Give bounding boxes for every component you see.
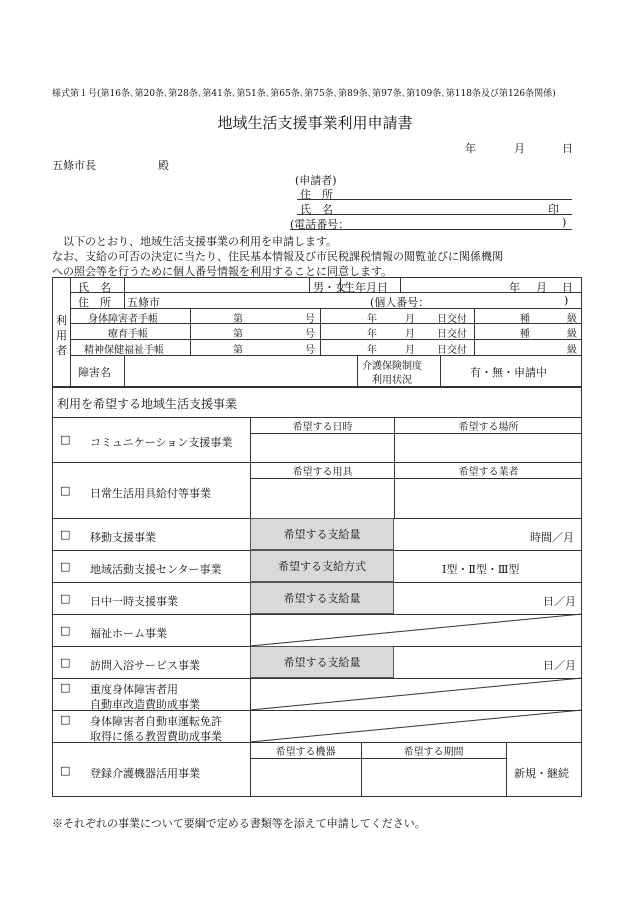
communication-header-place: 希望する場所 xyxy=(458,421,519,433)
personal-number-close: ) xyxy=(564,294,569,307)
cert-1-issued: 日交付 xyxy=(437,314,467,325)
cert-1-month: 月 xyxy=(405,314,415,325)
user-address-value[interactable]: 五條市 xyxy=(127,296,160,309)
service-driving-license-label-1: 身体障害者自動車運転免許 xyxy=(90,715,222,728)
bathing-amount-label: 希望する支給量 xyxy=(250,646,394,678)
cert-2-grade: 級 xyxy=(567,329,577,340)
cert-2-kind: 種 xyxy=(520,329,530,340)
service-driving-license-label-2: 取得に係る教習費助成事業 xyxy=(90,730,222,743)
checkbox-mobility[interactable]: □ xyxy=(60,528,71,541)
date-day: 日 xyxy=(562,142,573,155)
cert-1-go: 号 xyxy=(305,314,315,325)
gender-option[interactable]: 男・女 xyxy=(313,281,346,294)
cert-2-go: 号 xyxy=(305,329,315,340)
cert-3-year: 年 xyxy=(367,345,377,356)
mobility-amount-label: 希望する支給量 xyxy=(250,518,394,550)
mobility-unit: 時間／月 xyxy=(530,531,574,544)
statement-line-2: なお、支給の可否の決定に当たり、住民基本情報及び市民税課税情報の閲覧並びに関係機関 xyxy=(52,250,503,263)
communication-header-datetime: 希望する日時 xyxy=(292,421,353,433)
checkbox-activity-center[interactable]: □ xyxy=(60,560,71,573)
disability-name-label: 障害名 xyxy=(78,366,111,379)
applicant-name-label: 氏 名 xyxy=(300,203,333,216)
insurance-label-1: 介護保険制度 xyxy=(362,361,422,372)
birth-year: 年 xyxy=(509,281,520,294)
activity-center-method-label: 希望する支給方式 xyxy=(250,550,394,582)
service-car-modification-label-2: 自動車改造費助成事業 xyxy=(90,698,200,711)
care-equipment-header-device: 希望する機器 xyxy=(275,746,336,758)
birth-day: 日 xyxy=(562,281,573,294)
birth-month: 月 xyxy=(536,281,547,294)
activity-center-options[interactable]: Ⅰ型・Ⅱ型・Ⅲ型 xyxy=(442,563,520,576)
statement-line-3: への照会等を行うために個人番号情報を利用することに同意します。 xyxy=(52,265,393,278)
checkbox-communication[interactable]: □ xyxy=(60,433,71,446)
cert-2-year: 年 xyxy=(367,329,377,340)
cert-2-name: 療育手帳 xyxy=(108,329,148,340)
cert-2-dai: 第 xyxy=(233,329,243,340)
cert-1-kind: 種 xyxy=(520,314,530,325)
checkbox-daily-goods[interactable]: □ xyxy=(60,484,71,497)
care-equipment-options[interactable]: 新規・継続 xyxy=(514,767,569,780)
user-name-label: 氏 名 xyxy=(78,281,111,294)
cert-1-dai: 第 xyxy=(233,314,243,325)
date-month: 月 xyxy=(514,142,525,155)
insurance-label-2: 利用状況 xyxy=(372,375,412,386)
checkbox-care-equipment[interactable]: □ xyxy=(60,764,71,777)
service-car-modification-label-1: 重度身体障害者用 xyxy=(90,683,178,696)
cert-2-issued: 日交付 xyxy=(437,329,467,340)
statement-line-1: 以下のとおり、地域生活支援事業の利用を申請します。 xyxy=(63,235,338,248)
phone-label: (電話番号： xyxy=(290,218,350,231)
bathing-unit: 日／月 xyxy=(543,659,576,672)
insurance-options[interactable]: 有・無・申請中 xyxy=(470,366,547,379)
cert-1-year: 年 xyxy=(367,314,377,325)
service-activity-center-label: 地域活動支援センター事業 xyxy=(90,563,222,576)
page-title: 地域生活支援事業利用申請書 xyxy=(217,114,413,132)
service-care-equipment-label: 登録介護機器活用事業 xyxy=(90,767,200,780)
service-daily-goods-label: 日常生活用具給付等事業 xyxy=(90,487,211,500)
cert-3-grade: 級 xyxy=(567,345,577,356)
daytime-unit: 日／月 xyxy=(543,595,576,608)
cert-3-issued: 日交付 xyxy=(437,345,467,356)
cert-1-name: 身体障害者手帳 xyxy=(88,314,158,325)
form-number: 様式第１号(第16条､第20条､第28条､第41条､第51条､第65条､第75条､第89条､第97条､第109条､第118条及び第126条関係) xyxy=(52,89,556,99)
applicant-label: (申請者) xyxy=(295,174,337,187)
care-equipment-header-period: 希望する期間 xyxy=(403,746,464,758)
checkbox-driving-license[interactable]: □ xyxy=(60,713,71,726)
addressee: 五條市長 xyxy=(52,159,96,172)
cert-1-grade: 級 xyxy=(567,314,577,325)
service-welfare-home-label: 福祉ホーム事業 xyxy=(90,627,167,640)
services-section-title: 利用を希望する地域生活支援事業 xyxy=(57,397,238,411)
checkbox-daytime[interactable]: □ xyxy=(60,592,71,605)
daytime-amount-label: 希望する支給量 xyxy=(250,582,394,614)
footer-note: ※それぞれの事業について要綱で定める書類等を添えて申請してください。 xyxy=(52,817,426,830)
birthdate-label: 生年月日 xyxy=(344,281,388,294)
cert-3-go: 号 xyxy=(305,345,315,356)
checkbox-welfare-home[interactable]: □ xyxy=(60,624,71,637)
honorific: 殿 xyxy=(158,159,169,172)
daily-goods-header-item: 希望する用具 xyxy=(292,466,353,478)
daily-goods-header-vendor: 希望する業者 xyxy=(458,466,519,478)
phone-close: ) xyxy=(562,216,567,229)
service-daytime-label: 日中一時支援事業 xyxy=(90,595,178,608)
cert-3-dai: 第 xyxy=(233,345,243,356)
checkbox-car-modification[interactable]: □ xyxy=(60,681,71,694)
applicant-address-label: 住 所 xyxy=(300,188,333,201)
date-year: 年 xyxy=(465,142,476,155)
seal-mark: 印 xyxy=(548,203,559,216)
service-communication-label: コミュニケーション支援事業 xyxy=(90,436,233,449)
service-mobility-label: 移動支援事業 xyxy=(90,531,156,544)
cert-3-name: 精神保健福祉手帳 xyxy=(84,345,164,356)
personal-number-label: (個人番号： xyxy=(370,296,430,309)
user-side-label: 利 用 者 xyxy=(56,314,67,357)
service-bathing-label: 訪問入浴サービス事業 xyxy=(90,659,200,672)
user-address-label: 住 所 xyxy=(78,296,111,309)
cert-3-month: 月 xyxy=(405,345,415,356)
cert-2-month: 月 xyxy=(405,329,415,340)
checkbox-bathing[interactable]: □ xyxy=(60,656,71,669)
